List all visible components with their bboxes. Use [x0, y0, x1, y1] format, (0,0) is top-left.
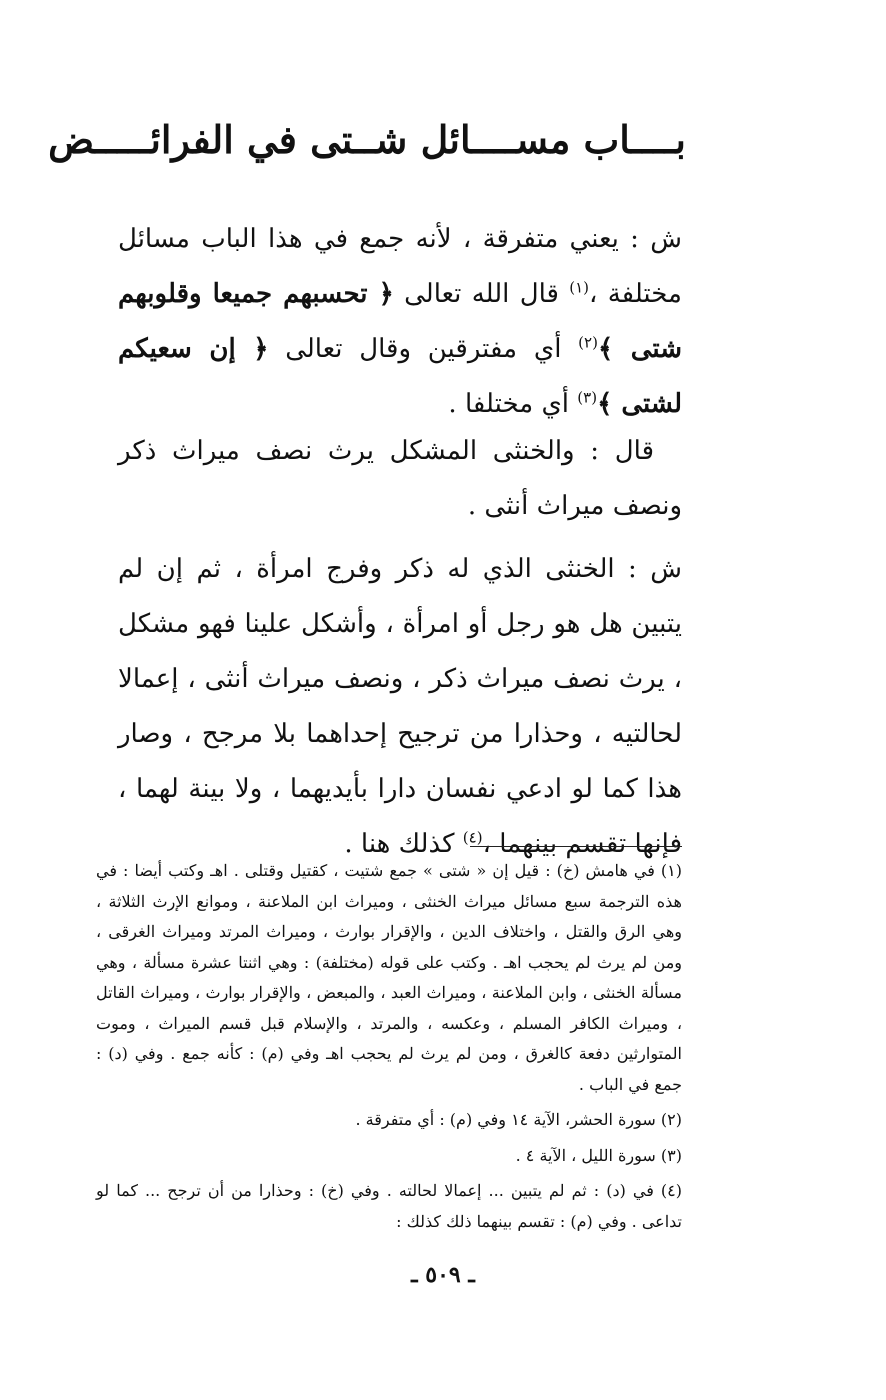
chapter-title: بــــاب مســــائل شــتى في الفرائـــــض [48, 117, 686, 162]
footnote-3: (٣) سورة الليل ، الآية ٤ . [515, 1145, 682, 1165]
paragraph-text: كذلك هنا . [344, 829, 463, 859]
page-number: ـ ٥٠٩ ـ [411, 1262, 475, 1288]
footnote-ref-3: (٣) [577, 388, 598, 407]
footnote-2: (٢) سورة الحشر، الآية ١٤ وفي (م) : أي متفرقة . [355, 1110, 682, 1129]
paragraph-text: ش : الخنثى الذي له ذكر وفرج امرأة ، ثم إن لم يتبين هل هو رجل أو امرأة ، وأشكل علينا فهو مشكل ، يرث نصف ميراث ذكر ، ونصف ميراث أنثى ، إعمالا لحالتيه ، وحذارا من ترجيح إحداهما بلا مرجح ، وصار هذا كما لو ادعي نفسان دارا بأيديهما ، ولا بينة لهما ، فإنها تقسم بينهما ، [118, 554, 682, 859]
commentary-paragraph-2 [118, 542, 682, 872]
quran-quote-1: ﴿ تحسبهم جميعا وقلوبهم شتى ﴾ [118, 279, 682, 364]
paragraph-text: قال الله تعالى [393, 279, 570, 309]
paragraph-text: ش : يعني متفرقة ، لأنه جمع في هذا الباب مسائل مختلفة ، [118, 224, 682, 309]
quran-quote-2: ﴿ إن سعيكم لشتى ﴾ [118, 334, 682, 419]
footnote-1: (١) في هامش (خ) : قيل إن « شتى » جمع شتيت ، كقتيل وقتلى . اهـ وكتب أيضا : في هذه الترجمة سبع مسائل ميراث الخنثى ، وميراث ابن الملاعنة ، وموانع الإرث الثلاثة ، وهي الرق والقتل ، واختلاف الدين ، والإقرار بوارث ، وميراث المرتد وميراث الغرقى ، ومن لم يرث لم يحجب اهـ . وكتب على قوله (مختلفة) : وهي اثنتا عشرة مسألة ، وهي مسألة الخنثى ، وابن الملاعنة ، وميراث العبد ، والمبعض ، والإقرار بوارث ، وميراث القاتل ، وميراث الكافر المسلم ، وعكسه ، والمرتد ، والإسلام قبل قسم الميراث ، وموت المتوارثين دفعة كالغرق ، ومن لم يرث لم يحجب اهـ وفي (م) : كأنه جمع . وفي (د) : جمع في الباب . [96, 861, 683, 1094]
footnote-ref-1: (١) [569, 278, 590, 297]
footnote-separator [470, 846, 682, 847]
footnote-4: (٤) في (د) : ثم لم يتبين ... إعمالا لحالته . وفي (خ) : وحذارا من أن ترجح ... كما لو تداعى . وفي (م) : تقسم بينهما ذلك كذلك : [96, 1181, 683, 1231]
commentary-paragraph-1 [118, 212, 682, 432]
footnote-ref-4: (٤) [462, 828, 483, 847]
footnotes [96, 856, 682, 1242]
paragraph-text: أي مختلفا . [448, 389, 578, 419]
matn-paragraph: قال : والخنثى المشكل يرث نصف ميراث ذكر ونصف ميراث أنثى . [118, 436, 682, 521]
footnote-ref-2: (٢) [578, 333, 598, 352]
paragraph-text: أي مفترقين وقال تعالى [268, 334, 579, 364]
